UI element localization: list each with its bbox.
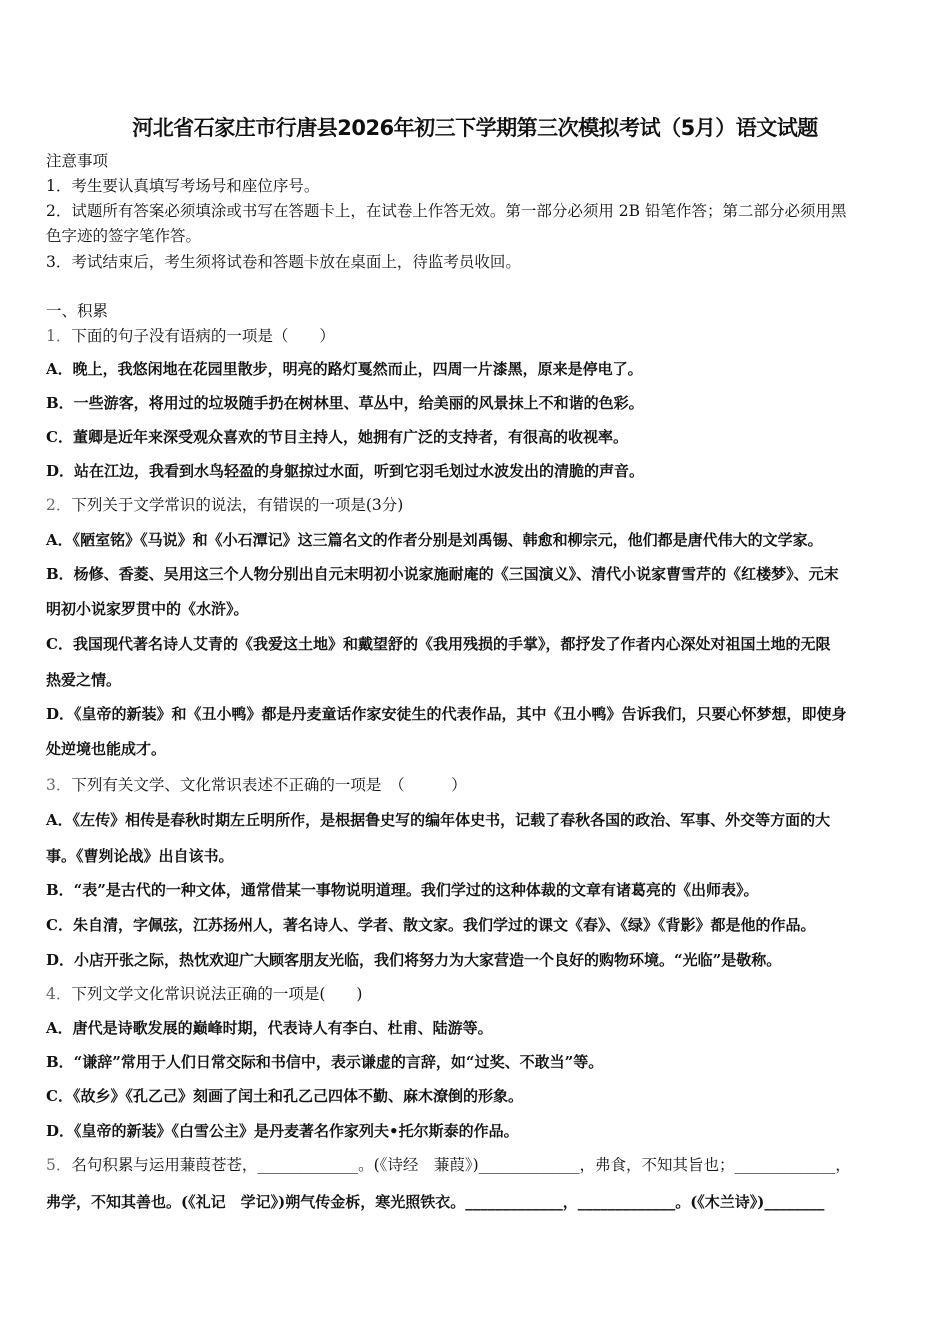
question-stem — [46, 326, 335, 346]
line-text: D．《皇帝的新装》《白雪公主》是丹麦著名作家列夫•托尔斯泰的作品。 — [46, 1122, 519, 1140]
option-line — [46, 670, 121, 690]
line-text: 下面的句子没有语病的一项是（ ） — [71, 327, 335, 345]
question-number: 1． — [46, 327, 72, 345]
line-text: 热爱之情。 — [46, 671, 122, 689]
question-number: 3． — [46, 776, 72, 794]
line-text: C．董卿是近年来深受观众喜欢的节目主持人，她拥有广泛的支持者，有很高的收视率。 — [46, 428, 628, 446]
option-line — [46, 564, 839, 584]
line-text: 下列关于文学常识的说法，有错误的一项是(3分) — [71, 496, 404, 514]
option-line — [46, 1052, 603, 1072]
line-text: A．《陋室铭》《马说》和《小石潭记》这三篇名文的作者分别是刘禹锡、韩愈和柳宗元，他们都是唐代伟大的文学家。 — [46, 531, 823, 549]
option-line — [46, 704, 847, 724]
line-text: 名句积累与运用蒹葭苍苍，_____________。(《诗经 蒹葭》)_____________，弗食，不知其旨也；_____________， — [71, 1156, 851, 1174]
option-line — [46, 950, 781, 970]
option-line — [46, 530, 823, 550]
line-text: B．杨修、香菱、吴用这三个人物分别出自元末明初小说家施耐庵的《三国演义》、清代小说家曹雪芹的《红楼梦》、元末 — [46, 565, 839, 583]
option-line — [46, 634, 830, 654]
option-line — [46, 427, 628, 447]
question-stem — [46, 495, 403, 515]
option-line — [46, 739, 166, 759]
option-line — [46, 915, 815, 935]
section-heading: 一、积累 — [46, 302, 109, 320]
question-stem — [46, 1155, 851, 1175]
option-line — [46, 1018, 493, 1038]
line-text: D．站在江边，我看到水鸟轻盈的身躯掠过水面，听到它羽毛划过水波发出的清脆的声音。 — [46, 462, 645, 480]
line-text: C．朱自清，字佩弦，江苏扬州人，著名诗人、学者、散文家。我们学过的课文《春》、《绿》《背影》都是他的作品。 — [46, 916, 816, 934]
page-title: 河北省石家庄市行唐县2026年初三下学期第三次模拟考试（5月）语文试题 — [132, 116, 818, 140]
option-line — [46, 461, 644, 481]
line-text: 下列文学文化常识说法正确的一项是( ) — [71, 985, 363, 1003]
line-text: 弗学，不知其善也。(《礼记 学记》)朔气传金柝，寒光照铁衣。_____________，_____________。(《木兰诗》)________ — [46, 1193, 825, 1211]
question-number: 4． — [46, 985, 72, 1003]
question-number: 2． — [46, 496, 72, 514]
option-line — [46, 393, 644, 413]
line-text: B．“表”是古代的一种文体，通常借某一事物说明道理。我们学过的这种体裁的文章有诸葛亮的《出师表》。 — [46, 881, 759, 899]
option-line — [46, 1192, 824, 1212]
notice-heading: 注意事项 — [46, 152, 109, 170]
line-text: 下列有关文学、文化常识表述不正确的一项是 （ ） — [71, 776, 467, 794]
line-text: B．一些游客，将用过的垃圾随手扔在树林里、草丛中，给美丽的风景抹上不和谐的色彩。 — [46, 394, 644, 412]
option-line — [46, 880, 758, 900]
question-number: 5． — [46, 1156, 72, 1174]
line-text: 事。《曹刿论战》出自该书。 — [46, 847, 234, 865]
line-text: D．《皇帝的新装》和《丑小鸭》都是丹麦童话作家安徒生的代表作品，其中《丑小鸭》告诉我们，只要心怀梦想，即使身 — [46, 705, 847, 723]
notice-line: 1．考生要认真填写考场号和座位序号。 — [46, 177, 320, 195]
line-text: B．“谦辞”常用于人们日常交际和书信中，表示谦虚的言辞，如“过奖、不敢当”等。 — [46, 1053, 604, 1071]
line-text: A．《左传》相传是春秋时期左丘明所作，是根据鲁史写的编年体史书，记载了春秋各国的政治、军事、外交等方面的大 — [46, 811, 831, 829]
option-line — [46, 359, 643, 379]
line-text: C．《故乡》《孔乙己》刻画了闰土和孔乙己四体不勤、麻木潦倒的形象。 — [46, 1087, 523, 1105]
question-stem — [46, 775, 467, 795]
option-line — [46, 846, 234, 866]
option-line — [46, 599, 249, 619]
line-text: 明初小说家罗贯中的《水浒》。 — [46, 600, 249, 618]
option-line — [46, 1086, 523, 1106]
notice-line: 色字迹的签字笔作答。 — [46, 227, 202, 245]
option-line — [46, 810, 830, 830]
option-line — [46, 1121, 519, 1141]
notice-line: 2．试题所有答案必须填涂或书写在答题卡上，在试卷上作答无效。第一部分必须用 2B 铅笔作答；第二部分必须用黑 — [46, 202, 847, 220]
line-text: C．我国现代著名诗人艾青的《我爱这土地》和戴望舒的《我用残损的手掌》，都抒发了作者内心深处对祖国土地的无限 — [46, 635, 831, 653]
line-text: D．小店开张之际，热忱欢迎广大顾客朋友光临，我们将努力为大家营造一个良好的购物环境。“光临”是敬称。 — [46, 951, 782, 969]
notice-line: 3．考试结束后，考生须将试卷和答题卡放在桌面上，待监考员收回。 — [46, 253, 521, 271]
line-text: A．唐代是诗歌发展的巅峰时期，代表诗人有李白、杜甫、陆游等。 — [46, 1019, 493, 1037]
line-text: 处逆境也能成才。 — [46, 740, 167, 758]
line-text: A．晚上，我悠闲地在花园里散步，明亮的路灯戛然而止，四周一片漆黑，原来是停电了。 — [46, 360, 643, 378]
question-stem — [46, 984, 362, 1004]
